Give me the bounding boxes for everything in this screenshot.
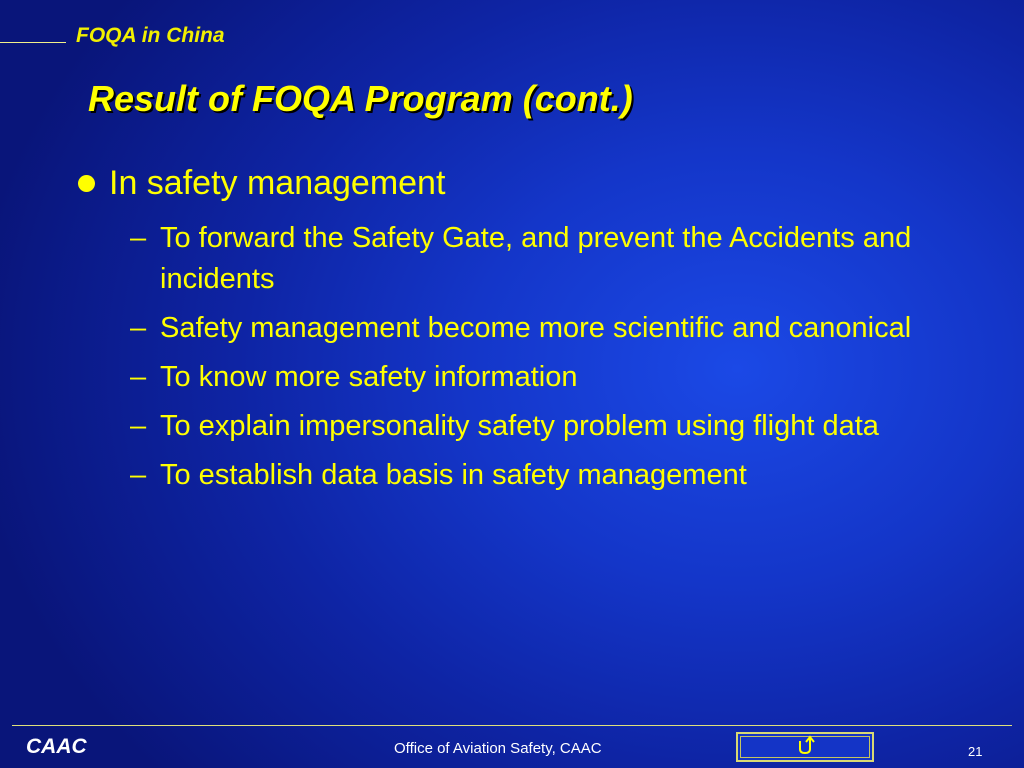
sub-bullet-text: To know more safety information xyxy=(160,361,578,393)
sub-bullet-item xyxy=(130,357,970,398)
page-number: 21 xyxy=(968,744,983,759)
sub-bullet-text: Safety management become more scientific and canonical xyxy=(160,312,912,344)
sub-bullet-text: To explain impersonality safety problem using flight data xyxy=(160,410,879,442)
slide-title: Result of FOQA Program (cont.) xyxy=(88,78,633,119)
sub-bullet-text: To establish data basis in safety management xyxy=(160,459,747,491)
sub-bullet-list xyxy=(130,218,970,504)
dash-marker: – xyxy=(130,222,147,254)
main-bullet-text: In safety management xyxy=(109,164,446,202)
return-button-inner xyxy=(740,736,870,758)
return-arrow-glyph xyxy=(795,735,815,755)
sub-bullet-item xyxy=(130,455,970,496)
footer-office: Office of Aviation Safety, CAAC xyxy=(394,740,602,757)
dash-marker: – xyxy=(130,312,147,344)
sub-bullet-item xyxy=(130,308,970,349)
main-bullet xyxy=(78,164,445,203)
section-label: FOQA in China xyxy=(76,24,225,47)
sub-bullet-text: To forward the Safety Gate, and prevent the Accidents and incidents xyxy=(160,222,912,295)
dash-marker: – xyxy=(130,410,147,442)
header-rule xyxy=(0,42,66,43)
return-button[interactable] xyxy=(736,732,874,762)
sub-bullet-item xyxy=(130,218,970,300)
sub-bullet-item xyxy=(130,406,970,447)
footer-brand: CAAC xyxy=(26,735,87,758)
dash-marker: – xyxy=(130,459,147,491)
return-arrow-icon xyxy=(795,735,815,760)
bullet-dot-icon xyxy=(78,175,95,192)
dash-marker: – xyxy=(130,361,147,393)
footer-rule xyxy=(12,725,1012,726)
